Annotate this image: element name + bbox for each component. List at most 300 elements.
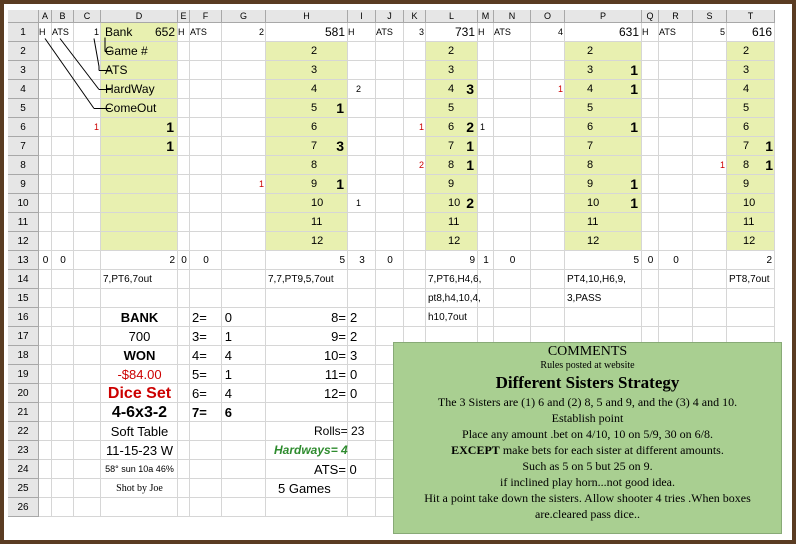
cell-b11[interactable] <box>52 213 74 232</box>
cell-b24[interactable] <box>52 460 74 479</box>
cell-e11[interactable] <box>178 213 190 232</box>
cell-c24[interactable] <box>74 460 101 479</box>
cell-e20[interactable] <box>178 384 190 403</box>
cell-a19[interactable] <box>39 365 52 384</box>
cell-t16[interactable] <box>727 308 775 327</box>
cell-m11[interactable] <box>478 213 494 232</box>
column-header-m[interactable]: M <box>478 10 494 23</box>
row-header-5[interactable]: 5 <box>8 99 39 118</box>
cell-a25[interactable] <box>39 479 52 498</box>
cell-m12[interactable] <box>478 232 494 251</box>
cell-g8[interactable] <box>222 156 266 175</box>
cell-g4[interactable] <box>222 80 266 99</box>
cell-i15[interactable] <box>348 289 376 308</box>
cell-g14[interactable] <box>222 270 266 289</box>
hit-count: 2 <box>466 195 474 211</box>
cell-s5[interactable] <box>693 99 727 118</box>
hard-total: 3 <box>359 255 365 266</box>
cell-o7[interactable] <box>531 137 565 156</box>
row-header-2[interactable]: 2 <box>8 42 39 61</box>
cell-e24[interactable] <box>178 460 190 479</box>
legend-comeout: ComeOut <box>105 101 157 115</box>
column-header-j[interactable]: J <box>376 10 404 23</box>
cell-a15[interactable] <box>39 289 52 308</box>
hard-header: H <box>178 27 185 37</box>
cell-j10[interactable] <box>376 194 404 213</box>
cell-j11[interactable] <box>376 213 404 232</box>
column-header-n[interactable]: N <box>494 10 531 23</box>
cell-s16[interactable] <box>693 308 727 327</box>
point-number: 9 <box>448 178 455 190</box>
cell-m4[interactable] <box>478 80 494 99</box>
cell-d12[interactable] <box>101 232 178 251</box>
column-header-t[interactable]: T <box>727 10 775 23</box>
cell-j12[interactable] <box>376 232 404 251</box>
column-header-e[interactable]: E <box>178 10 190 23</box>
row-header-21[interactable]: 21 <box>8 403 39 422</box>
cell-c15[interactable] <box>74 289 101 308</box>
cell-m10[interactable] <box>478 194 494 213</box>
column-header-o[interactable]: O <box>531 10 565 23</box>
cell-b18[interactable] <box>52 346 74 365</box>
cell-e26[interactable] <box>178 498 190 517</box>
cell-k12[interactable] <box>404 232 426 251</box>
row-header-22[interactable]: 22 <box>8 422 39 441</box>
cell-k4[interactable] <box>404 80 426 99</box>
cell-r8[interactable] <box>659 156 693 175</box>
cell-d8[interactable] <box>101 156 178 175</box>
cell-i9[interactable] <box>348 175 376 194</box>
column-header-p[interactable]: P <box>565 10 642 23</box>
cell-s13[interactable] <box>693 251 727 270</box>
cell-i5[interactable] <box>348 99 376 118</box>
cell-a20[interactable] <box>39 384 52 403</box>
cell-i8[interactable] <box>348 156 376 175</box>
cell-g5[interactable] <box>222 99 266 118</box>
cell-o12[interactable] <box>531 232 565 251</box>
cell-b25[interactable] <box>52 479 74 498</box>
cell-e17[interactable] <box>178 327 190 346</box>
cell-g3[interactable] <box>222 61 266 80</box>
point-number: 5 <box>743 102 750 114</box>
row-header-12[interactable]: 12 <box>8 232 39 251</box>
comments-rules: Rules posted at website <box>540 360 635 371</box>
cell-g10[interactable] <box>222 194 266 213</box>
cell-q3[interactable] <box>642 61 659 80</box>
cell-o11[interactable] <box>531 213 565 232</box>
cell-o2[interactable] <box>531 42 565 61</box>
cell-j4[interactable] <box>376 80 404 99</box>
comments-line: Place any amount .bet on 4/10, 10 on 5/9, 30 on 6/8. <box>462 427 713 441</box>
cell-b14[interactable] <box>52 270 74 289</box>
cell-k16[interactable] <box>404 308 426 327</box>
column-header-d[interactable]: D <box>101 10 178 23</box>
cell-g13[interactable] <box>222 251 266 270</box>
cell-g23[interactable] <box>222 441 266 460</box>
cell-t15[interactable] <box>727 289 775 308</box>
column-header-l[interactable]: L <box>426 10 478 23</box>
cell-c10[interactable] <box>74 194 101 213</box>
row-header-19[interactable]: 19 <box>8 365 39 384</box>
cell-g11[interactable] <box>222 213 266 232</box>
cell-m3[interactable] <box>478 61 494 80</box>
cell-e16[interactable] <box>178 308 190 327</box>
cell-b16[interactable] <box>52 308 74 327</box>
row-header-20[interactable]: 20 <box>8 384 39 403</box>
cell-f26[interactable] <box>190 498 222 517</box>
cell-r9[interactable] <box>659 175 693 194</box>
cell-a16[interactable] <box>39 308 52 327</box>
row-header-14[interactable]: 14 <box>8 270 39 289</box>
hit-count: 1 <box>466 157 474 173</box>
cell-q4[interactable] <box>642 80 659 99</box>
cell-g25[interactable] <box>222 479 266 498</box>
count-key: 10= <box>323 348 346 363</box>
row-header-24[interactable]: 24 <box>8 460 39 479</box>
cell-b21[interactable] <box>52 403 74 422</box>
cell-n12[interactable] <box>494 232 531 251</box>
cell-i7[interactable] <box>348 137 376 156</box>
cell-n9[interactable] <box>494 175 531 194</box>
cell-h26[interactable] <box>266 498 348 517</box>
cell-j16[interactable] <box>376 308 404 327</box>
cell-g7[interactable] <box>222 137 266 156</box>
cell-f24[interactable] <box>190 460 222 479</box>
comeout-mark: 1 <box>258 179 264 189</box>
cell-k11[interactable] <box>404 213 426 232</box>
cell-g6[interactable] <box>222 118 266 137</box>
cell-c16[interactable] <box>74 308 101 327</box>
cell-n11[interactable] <box>494 213 531 232</box>
cell-o3[interactable] <box>531 61 565 80</box>
row-header-16[interactable]: 16 <box>8 308 39 327</box>
cell-s2[interactable] <box>693 42 727 61</box>
cell-j9[interactable] <box>376 175 404 194</box>
row-header-18[interactable]: 18 <box>8 346 39 365</box>
cell-o6[interactable] <box>531 118 565 137</box>
cell-o9[interactable] <box>531 175 565 194</box>
cell-n6[interactable] <box>494 118 531 137</box>
cell-c23[interactable] <box>74 441 101 460</box>
cell-b8[interactable] <box>52 156 74 175</box>
cell-c12[interactable] <box>74 232 101 251</box>
row-header-9[interactable]: 9 <box>8 175 39 194</box>
point-number: 3 <box>587 64 594 76</box>
cell-f15[interactable] <box>190 289 222 308</box>
rolls-total: Rolls= 23 <box>314 424 365 438</box>
cell-r4[interactable] <box>659 80 693 99</box>
bank-value: 652 <box>154 25 175 39</box>
cell-q10[interactable] <box>642 194 659 213</box>
cell-j2[interactable] <box>376 42 404 61</box>
cell-i26[interactable] <box>348 498 376 517</box>
cell-e12[interactable] <box>178 232 190 251</box>
cell-b22[interactable] <box>52 422 74 441</box>
cell-q2[interactable] <box>642 42 659 61</box>
column-header-a[interactable]: A <box>39 10 52 23</box>
row-header-25[interactable]: 25 <box>8 479 39 498</box>
cell-o5[interactable] <box>531 99 565 118</box>
cell-j8[interactable] <box>376 156 404 175</box>
roll-count: 5 <box>339 255 345 266</box>
cell-a12[interactable] <box>39 232 52 251</box>
cell-b10[interactable] <box>52 194 74 213</box>
cell-r16[interactable] <box>659 308 693 327</box>
cell-b20[interactable] <box>52 384 74 403</box>
hit-count: 3 <box>466 81 474 97</box>
cell-e15[interactable] <box>178 289 190 308</box>
cell-q9[interactable] <box>642 175 659 194</box>
cell-r7[interactable] <box>659 137 693 156</box>
cell-i12[interactable] <box>348 232 376 251</box>
cell-b23[interactable] <box>52 441 74 460</box>
cell-i11[interactable] <box>348 213 376 232</box>
cell-m7[interactable] <box>478 137 494 156</box>
cell-a26[interactable] <box>39 498 52 517</box>
cell-e10[interactable] <box>178 194 190 213</box>
column-header-g[interactable]: G <box>222 10 266 23</box>
cell-k14[interactable] <box>404 270 426 289</box>
column-header-h[interactable]: H <box>266 10 348 23</box>
cell-j3[interactable] <box>376 61 404 80</box>
cell-r6[interactable] <box>659 118 693 137</box>
cell-m5[interactable] <box>478 99 494 118</box>
cell-k3[interactable] <box>404 61 426 80</box>
cell-s9[interactable] <box>693 175 727 194</box>
row-header-26[interactable]: 26 <box>8 498 39 517</box>
cell-h15[interactable] <box>266 289 348 308</box>
bank-label: Bank <box>105 25 133 39</box>
point-number: 7 <box>587 140 594 152</box>
cell-b19[interactable] <box>52 365 74 384</box>
cell-b12[interactable] <box>52 232 74 251</box>
point-number: 8 <box>743 159 750 171</box>
cell-c21[interactable] <box>74 403 101 422</box>
row-header-6[interactable]: 6 <box>8 118 39 137</box>
row-header-23[interactable]: 23 <box>8 441 39 460</box>
cell-r11[interactable] <box>659 213 693 232</box>
cell-a10[interactable] <box>39 194 52 213</box>
column-header-k[interactable]: K <box>404 10 426 23</box>
cell-e21[interactable] <box>178 403 190 422</box>
cell-f8[interactable] <box>190 156 222 175</box>
cell-c14[interactable] <box>74 270 101 289</box>
cell-f9[interactable] <box>190 175 222 194</box>
cell-q16[interactable] <box>642 308 659 327</box>
row-header-11[interactable]: 11 <box>8 213 39 232</box>
cell-g12[interactable] <box>222 232 266 251</box>
cell-f22[interactable] <box>190 422 222 441</box>
cell-f12[interactable] <box>190 232 222 251</box>
cell-g2[interactable] <box>222 42 266 61</box>
column-header-c[interactable]: C <box>74 10 101 23</box>
cell-g26[interactable] <box>222 498 266 517</box>
comments-except: EXCEPT <box>451 443 500 457</box>
cell-c26[interactable] <box>74 498 101 517</box>
cell-s7[interactable] <box>693 137 727 156</box>
cell-b9[interactable] <box>52 175 74 194</box>
cell-s14[interactable] <box>693 270 727 289</box>
cell-n8[interactable] <box>494 156 531 175</box>
cell-b15[interactable] <box>52 289 74 308</box>
cell-c19[interactable] <box>74 365 101 384</box>
cell-d10[interactable] <box>101 194 178 213</box>
cell-c25[interactable] <box>74 479 101 498</box>
row-header-17[interactable]: 17 <box>8 327 39 346</box>
cell-n10[interactable] <box>494 194 531 213</box>
cell-c13[interactable] <box>74 251 101 270</box>
row-header-8[interactable]: 8 <box>8 156 39 175</box>
legend-hardway: HardWay <box>105 82 155 96</box>
cell-e19[interactable] <box>178 365 190 384</box>
column-header-q[interactable]: Q <box>642 10 659 23</box>
cell-a21[interactable] <box>39 403 52 422</box>
cell-r2[interactable] <box>659 42 693 61</box>
comments-line <box>394 442 781 458</box>
cell-j7[interactable] <box>376 137 404 156</box>
cell-n3[interactable] <box>494 61 531 80</box>
cell-n5[interactable] <box>494 99 531 118</box>
cell-o10[interactable] <box>531 194 565 213</box>
cell-r5[interactable] <box>659 99 693 118</box>
cell-s11[interactable] <box>693 213 727 232</box>
cell-o8[interactable] <box>531 156 565 175</box>
count-value: 0 <box>350 386 358 401</box>
cell-r3[interactable] <box>659 61 693 80</box>
cell-d26[interactable] <box>101 498 178 517</box>
cell-m9[interactable] <box>478 175 494 194</box>
cell-a24[interactable] <box>39 460 52 479</box>
cell-i2[interactable] <box>348 42 376 61</box>
cell-b17[interactable] <box>52 327 74 346</box>
cell-n2[interactable] <box>494 42 531 61</box>
cell-d15[interactable] <box>101 289 178 308</box>
cell-c18[interactable] <box>74 346 101 365</box>
row-header-4[interactable]: 4 <box>8 80 39 99</box>
cell-n7[interactable] <box>494 137 531 156</box>
roll-sequence: 7,7,PT9,5,7out <box>268 274 334 285</box>
cell-f25[interactable] <box>190 479 222 498</box>
cell-m2[interactable] <box>478 42 494 61</box>
cell-o13[interactable] <box>531 251 565 270</box>
cell-m8[interactable] <box>478 156 494 175</box>
point-number: 10 <box>587 197 600 209</box>
cell-i21[interactable] <box>348 403 376 422</box>
cell-k7[interactable] <box>404 137 426 156</box>
cell-q7[interactable] <box>642 137 659 156</box>
legend-connector <box>60 39 99 90</box>
cell-c17[interactable] <box>74 327 101 346</box>
cell-j5[interactable] <box>376 99 404 118</box>
cell-k15[interactable] <box>404 289 426 308</box>
row-header-7[interactable]: 7 <box>8 137 39 156</box>
row-header-1[interactable]: 1 <box>8 23 39 42</box>
cell-e23[interactable] <box>178 441 190 460</box>
weather: 58° sun 10a 46% <box>105 464 174 474</box>
cell-f23[interactable] <box>190 441 222 460</box>
cell-a17[interactable] <box>39 327 52 346</box>
cell-d9[interactable] <box>101 175 178 194</box>
hit-count: 1 <box>765 157 773 173</box>
cell-q11[interactable] <box>642 213 659 232</box>
cell-k9[interactable] <box>404 175 426 194</box>
cell-s3[interactable] <box>693 61 727 80</box>
cell-n4[interactable] <box>494 80 531 99</box>
point-number: 9 <box>311 178 318 190</box>
column-header-r[interactable]: R <box>659 10 693 23</box>
cell-j15[interactable] <box>376 289 404 308</box>
cell-a9[interactable] <box>39 175 52 194</box>
cell-k10[interactable] <box>404 194 426 213</box>
cell-b26[interactable] <box>52 498 74 517</box>
cell-e25[interactable] <box>178 479 190 498</box>
cell-j6[interactable] <box>376 118 404 137</box>
cell-f11[interactable] <box>190 213 222 232</box>
cell-s12[interactable] <box>693 232 727 251</box>
cell-c8[interactable] <box>74 156 101 175</box>
cell-a14[interactable] <box>39 270 52 289</box>
cell-s15[interactable] <box>693 289 727 308</box>
cell-f10[interactable] <box>190 194 222 213</box>
column-header-s[interactable]: S <box>693 10 727 23</box>
comments-line: Such as 5 on 5 but 25 on 9. <box>522 459 653 473</box>
cell-c20[interactable] <box>74 384 101 403</box>
row-header-15[interactable]: 15 <box>8 289 39 308</box>
cell-i3[interactable] <box>348 61 376 80</box>
cell-e9[interactable] <box>178 175 190 194</box>
cell-s6[interactable] <box>693 118 727 137</box>
cell-a23[interactable] <box>39 441 52 460</box>
count-key: 7= <box>192 405 207 420</box>
cell-r10[interactable] <box>659 194 693 213</box>
cell-g15[interactable] <box>222 289 266 308</box>
cell-c9[interactable] <box>74 175 101 194</box>
cell-g22[interactable] <box>222 422 266 441</box>
cell-e18[interactable] <box>178 346 190 365</box>
cell-e8[interactable] <box>178 156 190 175</box>
row-header-10[interactable]: 10 <box>8 194 39 213</box>
cell-a18[interactable] <box>39 346 52 365</box>
column-header-i[interactable]: I <box>348 10 376 23</box>
cell-q5[interactable] <box>642 99 659 118</box>
cell-i6[interactable] <box>348 118 376 137</box>
cell-s10[interactable] <box>693 194 727 213</box>
cell-p16[interactable] <box>565 308 642 327</box>
row-header-13[interactable]: 13 <box>8 251 39 270</box>
cell-c11[interactable] <box>74 213 101 232</box>
cell-a11[interactable] <box>39 213 52 232</box>
cell-r12[interactable] <box>659 232 693 251</box>
cell-k5[interactable] <box>404 99 426 118</box>
cell-g24[interactable] <box>222 460 266 479</box>
column-header-f[interactable]: F <box>190 10 222 23</box>
cell-a22[interactable] <box>39 422 52 441</box>
ats-total: 0 <box>387 255 393 266</box>
cell-c22[interactable] <box>74 422 101 441</box>
cell-d11[interactable] <box>101 213 178 232</box>
cell-q8[interactable] <box>642 156 659 175</box>
cell-s4[interactable] <box>693 80 727 99</box>
cell-q12[interactable] <box>642 232 659 251</box>
cell-a8[interactable] <box>39 156 52 175</box>
column-header-b[interactable]: B <box>52 10 74 23</box>
cell-k13[interactable] <box>404 251 426 270</box>
cell-k2[interactable] <box>404 42 426 61</box>
cell-h21[interactable] <box>266 403 348 422</box>
cell-e22[interactable] <box>178 422 190 441</box>
row-header-3[interactable]: 3 <box>8 61 39 80</box>
cell-q6[interactable] <box>642 118 659 137</box>
